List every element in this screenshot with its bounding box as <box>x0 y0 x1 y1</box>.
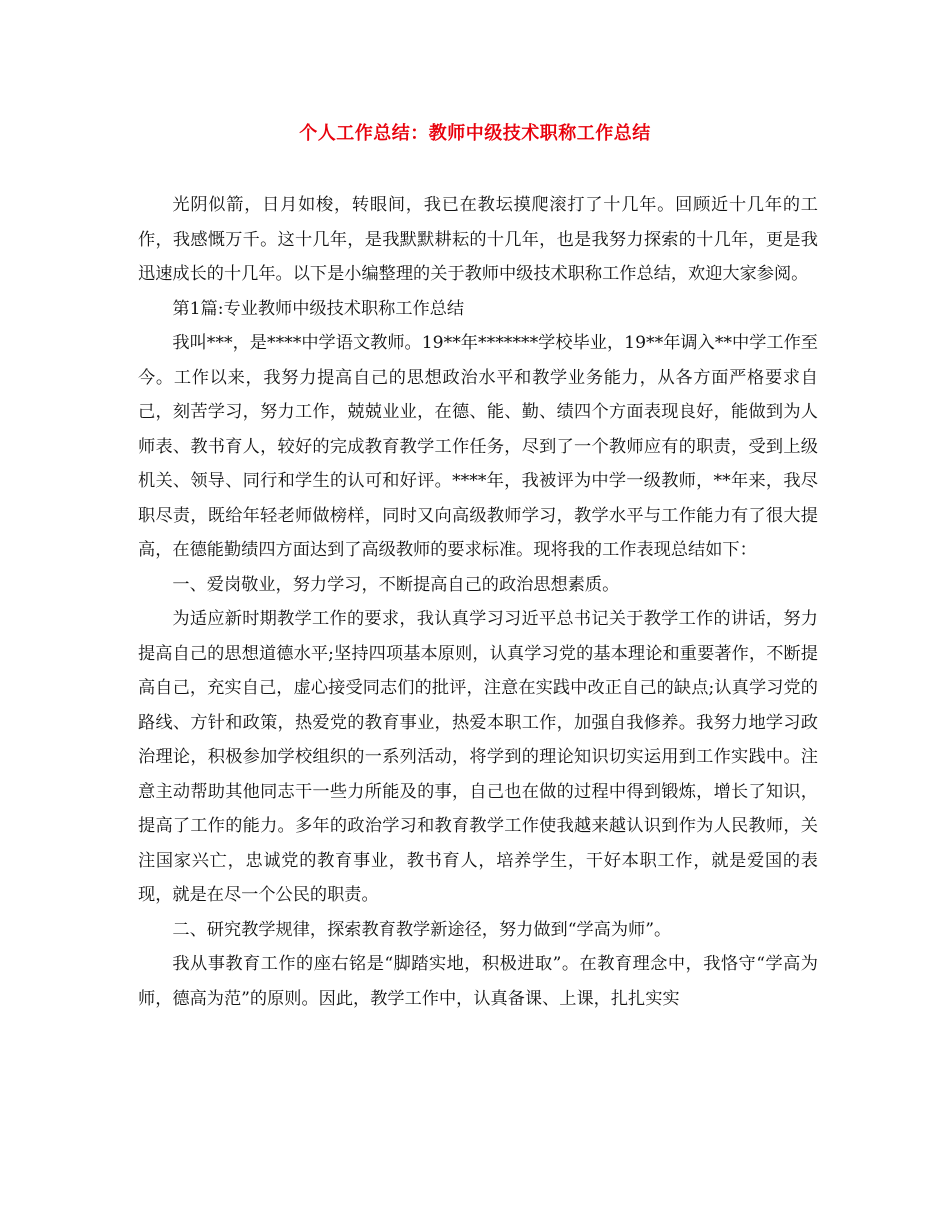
paragraph-politics: 为适应新时期教学工作的要求，我认真学习习近平总书记关于教学工作的讲话，努力提高自己的思想道德水平;坚持四项基本原则，认真学习党的基本理论和重要著作，不断提高自己，充实自己，虚心接受同志们的批评，注意在实践中改正自己的缺点;认真学习党的路线、方针和政策，热爱党的教育事业，热爱本职工作，加强自我修养。我努力地学习政治理论，积极参加学校组织的一系列活动，将学到的理论知识切实运用到工作实践中。注意主动帮助其他同志干一些力所能及的事，自己也在做的过程中得到锻炼，增长了知识，提高了工作的能力。多年的政治学习和教育教学工作使我越来越认识到作为人民教师，关注国家兴亡，忠诚党的教育事业，教书育人，培养学生，干好本职工作，就是爱国的表现，就是在尽一个公民的职责。 <box>138 609 818 905</box>
paragraph-intro: 光阴似箭，日月如梭，转眼间，我已在教坛摸爬滚打了十几年。回顾近十几年的工作，我感慨万千。这十几年，是我默默耕耘的十几年，也是我努力探索的十几年，更是我迅速成长的十几年。以下是小编整理的关于教师中级技术职称工作总结，欢迎大家参阅。 <box>138 195 818 284</box>
paragraph-self-intro: 我叫***，是****中学语文教师。19**年*******学校毕业，19**年调入**中学工作至今。工作以来，我努力提高自己的思想政治水平和教学业务能力，从各方面严格要求自己，刻苦学习，努力工作，兢兢业业，在德、能、勤、绩四个方面表现良好，能做到为人师表、教书育人，较好的完成教育教学工作任务，尽到了一个教师应有的职责，受到上级机关、领导、同行和学生的认可和好评。****年，我被评为中学一级教师，**年来，我尽职尽责，既给年轻老师做榜样，同时又向高级教师学习，教学水平与工作能力有了很大提高，在德能勤绩四方面达到了高级教师的要求标准。现将我的工作表现总结如下： <box>138 333 818 560</box>
paragraph-teaching: 我从事教育工作的座右铭是“脚踏实地，积极进取”。在教育理念中，我恪守“学高为师，德高为范”的原则。因此，教学工作中，认真备课、上课，扎扎实实 <box>138 954 818 1009</box>
document-title: 个人工作总结：教师中级技术职称工作总结 <box>299 123 651 144</box>
document-body <box>138 188 818 1016</box>
subheading-two: 二、研究教学规律，探索教育教学新途径，努力做到“学高为师”。 <box>172 919 672 940</box>
section-heading: 第1篇:专业教师中级技术职称工作总结 <box>172 298 465 319</box>
subheading-one: 一、爱岗敬业，努力学习，不断提高自己的政治思想素质。 <box>172 574 620 595</box>
